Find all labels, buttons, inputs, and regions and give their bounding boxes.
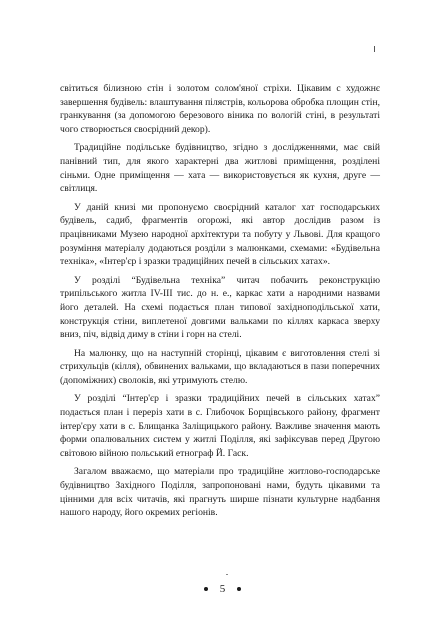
bullet-icon [237, 587, 241, 591]
scan-mark [374, 46, 375, 52]
paragraph: У даній книзі ми пропонуємо своєрідний каталог хат господарських будівель, садиб, фрагментів огорожі, які автор дослідив разом із працівниками Музею народної архітектури та побуту у Львові. Для кращого розуміння матеріалу додаються розділи з малюнками, схемами: «Будівельна техніка», «Інтер'єр і зразки традиційних печей в сільських хатах». [60, 201, 380, 268]
bullet-icon [204, 587, 208, 591]
paragraph: У розділі “Інтер'єр і зразки традиційних печей в сільських хатах” подається план і переріз хати в с. Глибочок Борщівського району, фрагмент інтер'єру хати в с. Блищанка Заліщицького району. Важливе значення мають форми опалювальних систем у житлі Поділля, які зафіксував перед Другою світовою війною польський етнограф Й. Гаск. [60, 393, 380, 459]
paragraph: Традиційне подільське будівництво, згідно з дослідженнями, має свій панівний тип, для якого характерні два житлові приміщення, розділені сіньми. Одне приміщення — хата — використовується як кухня, друге — світлиця. [60, 142, 380, 195]
paragraph: Загалом вважаємо, що матеріали про традиційне житлово-господарське будівництво Західного Поділля, запропоновані нами, будуть цікавими та цінними для всіх читачів, які прагнуть ширше пізнати культурне надбання нашого народу, його окремих регіонів. [60, 466, 380, 519]
paragraph: світиться білизною стін і золотом солом'яної стріхи. Цікавим с художнє завершення будівель: влаштування пілястрів, кольорова обробка площин стін, гранкування (за допомогою березового віника по вологій стіні, в результаті чого створюється своєрідний декор). [60, 83, 380, 135]
page-body [60, 82, 380, 525]
scan-mark [226, 574, 228, 575]
page-number: 5 [219, 583, 226, 595]
paragraph: У розділі “Будівельна техніка” читач побачить реконструкцію трипільського житла IV-III тис. до н. е., каркас хати а народними назвами його деталей. На схемі подається план типової західноподільської хати, конструкція стіни, виплетеної довгими вальками по кіллях каркаса зверху вниз, піч, відвід диму в стіни і горн на стелі. [60, 274, 380, 341]
page-footer [0, 583, 445, 595]
paragraph: На малюнку, що на наступній сторінці, цікавим є виготовлення стелі зі стрихульців (кілля), обвинених вальками, що вкладаються в пази поперечних (допоміжних) сволоків, які утримують стелю. [60, 347, 380, 386]
